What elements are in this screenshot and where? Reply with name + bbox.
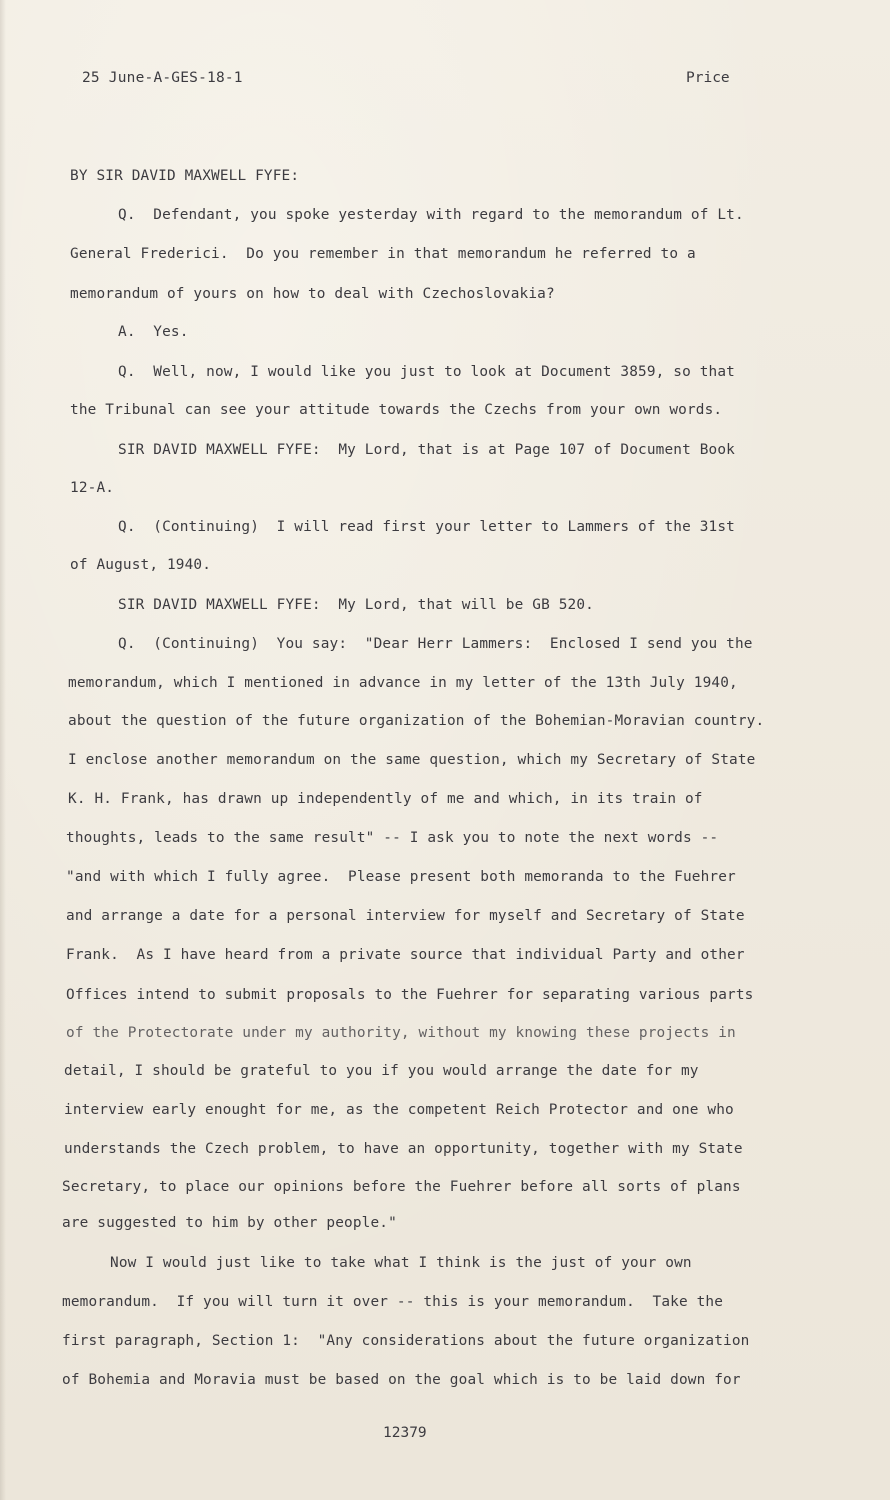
document-reference: 25 June-A-GES-18-1 (82, 70, 243, 86)
transcript-line: General Frederici. Do you remember in that memorandum he referred to a (70, 246, 696, 262)
transcript-line: of August, 1940. (70, 557, 212, 573)
transcript-line: Q. Defendant, you spoke yesterday with regard to the memorandum of Lt. (118, 207, 744, 223)
transcript-line: of the Protectorate under my authority, without my knowing these projects in (66, 1025, 736, 1041)
transcript-line: Q. (Continuing) You say: "Dear Herr Lammers: Enclosed I send you the (118, 636, 753, 652)
witness-name: Price (686, 70, 730, 86)
transcript-line: Now I would just like to take what I think is the just of your own (110, 1255, 692, 1271)
transcript-line: Offices intend to submit proposals to the Fuehrer for separating various parts (66, 987, 754, 1003)
transcript-line: and arrange a date for a personal interview for myself and Secretary of State (66, 908, 745, 924)
transcript-line: thoughts, leads to the same result" -- I ask you to note the next words -- (66, 830, 719, 846)
transcript-line: Frank. As I have heard from a private source that individual Party and other (66, 947, 745, 963)
transcript-line: first paragraph, Section 1: "Any considerations about the future organization (62, 1333, 750, 1349)
transcript-line: detail, I should be grateful to you if you would arrange the date for my (64, 1063, 699, 1079)
transcript-line: about the question of the future organization of the Bohemian-Moravian country. (68, 713, 765, 729)
transcript-line: memorandum of yours on how to deal with Czechoslovakia? (70, 286, 555, 302)
transcript-line: understands the Czech problem, to have an opportunity, together with my State (64, 1141, 743, 1157)
transcript-line: Q. (Continuing) I will read first your letter to Lammers of the 31st (118, 519, 735, 535)
transcript-line: of Bohemia and Moravia must be based on the goal which is to be laid down for (62, 1372, 741, 1388)
speaker-heading: BY SIR DAVID MAXWELL FYFE: (70, 168, 300, 184)
transcript-line: memorandum, which I mentioned in advance in my letter of the 13th July 1940, (68, 675, 738, 691)
transcript-line: Secretary, to place our opinions before the Fuehrer before all sorts of plans (62, 1179, 741, 1195)
transcript-line: the Tribunal can see your attitude towards the Czechs from your own words. (70, 402, 723, 418)
transcript-line: K. H. Frank, has drawn up independently of me and which, in its train of (68, 791, 703, 807)
transcript-line: A. Yes. (118, 324, 189, 340)
page-number: 12379 (383, 1425, 427, 1441)
transcript-line: interview early enought for me, as the competent Reich Protector and one who (64, 1102, 734, 1118)
transcript-line: "and with which I fully agree. Please present both memoranda to the Fuehrer (66, 869, 736, 885)
transcript-line: memorandum. If you will turn it over -- this is your memorandum. Take the (62, 1294, 724, 1310)
transcript-line: Q. Well, now, I would like you just to look at Document 3859, so that (118, 364, 735, 380)
transcript-line: SIR DAVID MAXWELL FYFE: My Lord, that will be GB 520. (118, 597, 594, 613)
transcript-line: I enclose another memorandum on the same question, which my Secretary of State (68, 752, 756, 768)
page-edge-shadow (0, 0, 6, 1500)
transcript-line: 12-A. (70, 480, 115, 496)
transcript-line: are suggested to him by other people." (62, 1215, 397, 1231)
transcript-line: SIR DAVID MAXWELL FYFE: My Lord, that is at Page 107 of Document Book (118, 442, 735, 458)
